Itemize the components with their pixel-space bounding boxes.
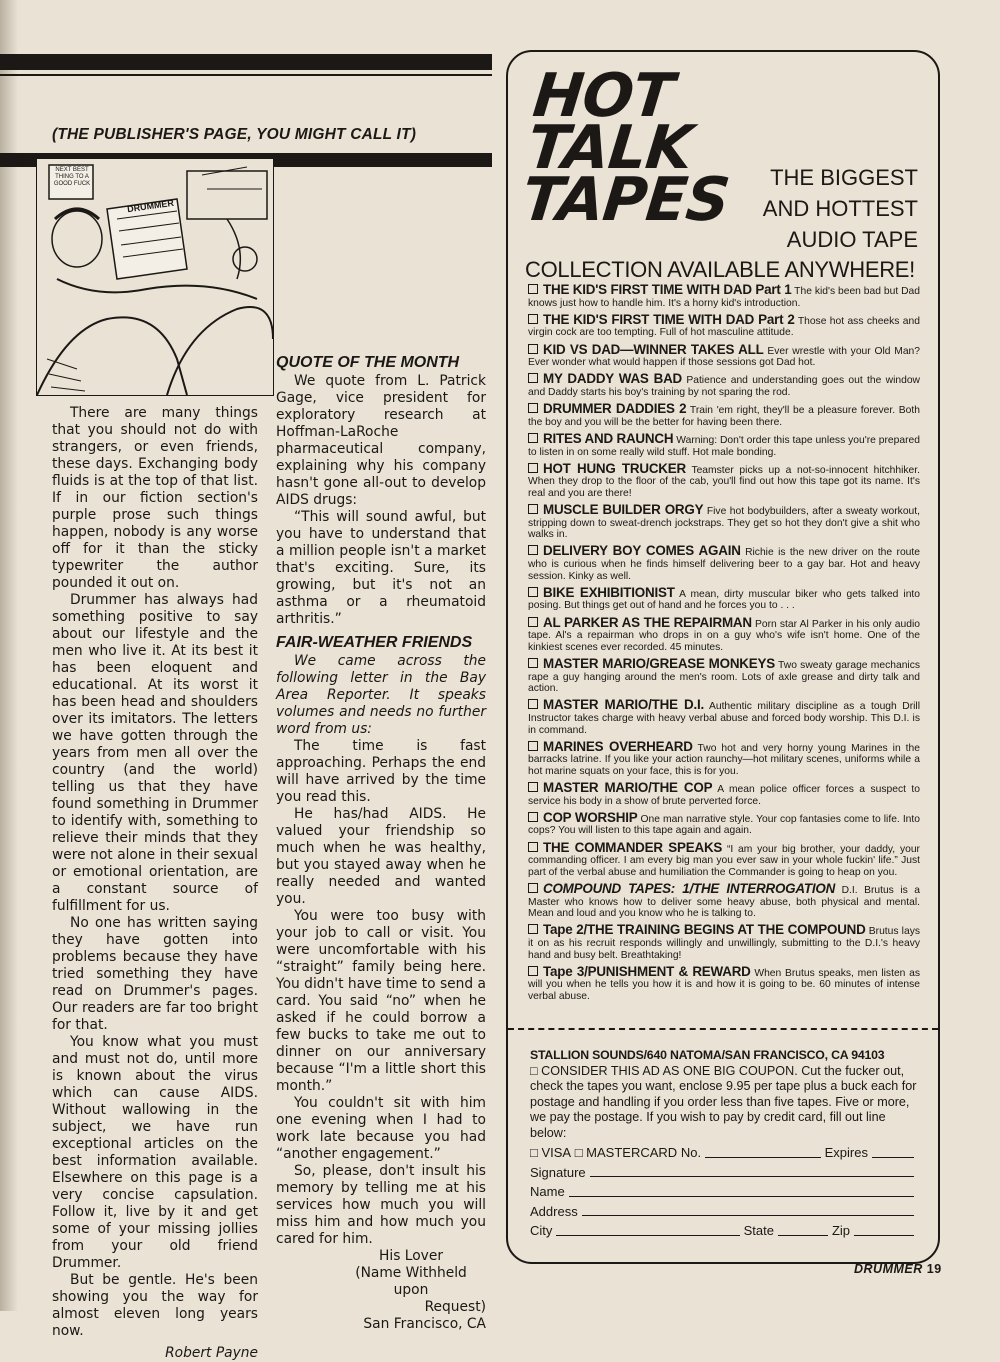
tape-desc: Two sweaty garage mechanics rape a guy hanging around the men's room. Lots of axle grease and dirty talk and action.	[528, 659, 921, 695]
tape-item[interactable]	[528, 504, 920, 541]
tagline-line: AUDIO TAPE	[786, 227, 918, 252]
checkbox[interactable]	[528, 433, 538, 443]
letter-signoff	[276, 1248, 486, 1333]
logo-line: TALK	[524, 113, 696, 183]
tape-desc: The kid's been bad but Dad knows just how to handle him. It's a horny kid's introduction.	[528, 286, 920, 309]
logo-line: HOT	[529, 61, 677, 131]
tape-desc: “I am your big brother, your daddy, your commanding officer. I am every big man you ever saw in your whole fuckin' life.” Just part of the verbal abuse and humiliation the Commander is going to heap on you.	[528, 843, 920, 878]
page-footer	[854, 1262, 942, 1276]
tape-title: Tape 3/PUNISHMENT & REWARD	[543, 963, 751, 979]
tape-desc: Warning: Don't order this tape unless you're prepared to listen in on some really wild stuff. Hot male bonding.	[528, 434, 920, 458]
letter-paragraph: He has/had AIDS. He valued your friendship so much when he was healthy, but you stayed away when he really needed and wanted you.	[276, 806, 486, 907]
zip-label: Zip	[831, 1223, 850, 1238]
tape-item[interactable]	[528, 839, 920, 879]
tape-desc: Ever wrestle with your Old Man? Ever wonder what would happen if those sessions got Dad hot.	[528, 345, 920, 369]
signature-field[interactable]	[590, 1175, 914, 1177]
checkbox[interactable]	[528, 966, 538, 976]
tape-title: MY DADDY WAS BAD	[543, 371, 683, 387]
cartoon-drawing	[37, 159, 273, 395]
letter-paragraph: You were too busy with your job to call or visit. You were uncomfortable with his “straight” family being here. You didn't have time to send a card. You said “no” when he asked if he could borrow a few bucks to take me out to dinner on our anniversary because “I'm a little short this month.”	[276, 908, 486, 1094]
tape-desc: D.I. Brutus is a Master who knows how to deliver some heavy abuse, both physical and mental. Mean and loud and you know who he is talking to.	[528, 885, 920, 920]
top-rule-bar	[0, 54, 492, 70]
tape-desc: Two hot and very horny young Marines in the barracks latrine. If you like your action raunchy—hot military scenes, uniforms while a hot marine squats on your face, this is for you.	[528, 742, 920, 777]
tape-title: THE COMMANDER SPEAKS	[543, 839, 723, 855]
tape-title: DELIVERY BOY COMES AGAIN	[543, 543, 741, 559]
tape-title: HOT HUNG TRUCKER	[543, 460, 686, 476]
hot-talk-tapes-ad	[506, 50, 940, 1264]
middle-column	[276, 354, 486, 1333]
state-field[interactable]	[778, 1234, 828, 1236]
tape-title: BIKE EXHIBITIONIST	[543, 584, 675, 600]
quote-paragraph: “This will sound awful, but you have to understand that a million people isn't a market that's exciting. Sure, its growing, but it's not an asthma or a rheumatoid arthritis.”	[276, 509, 486, 627]
tape-desc: Those hot ass cheeks and virgin cock are too tempting. Full of hot masculine attitude.	[528, 315, 920, 339]
author-signature: Robert Payne	[165, 1345, 258, 1361]
tape-title: DRUMMER DADDIES 2	[543, 401, 687, 417]
tape-title: Tape 2/THE TRAINING BEGINS AT THE COMPOUND	[543, 922, 866, 938]
order-coupon	[530, 1048, 918, 1239]
left-column	[52, 405, 258, 1362]
ad-tagline	[763, 162, 918, 255]
page-number: 19	[926, 1262, 942, 1276]
tape-item[interactable]	[528, 738, 920, 778]
tape-item[interactable]	[528, 655, 921, 695]
tape-desc: Authentic military discipline as a tough Drill Instructor takes charge with heavy verbal abuse and forced body worship. This D.I. is in command.	[528, 701, 920, 736]
tape-item[interactable]	[528, 782, 920, 807]
tape-desc: Five hot bodybuilders, after a sweaty workout, stripping down to sweat-drench jockstraps. They get so hot they don't give a shit who walks in.	[528, 506, 920, 541]
credit-card-line	[530, 1145, 918, 1161]
city-line	[530, 1223, 918, 1239]
tape-title: THE KID'S FIRST TIME WITH DAD Part 1	[543, 282, 792, 297]
tape-desc: One man narrative style. Your cop fantasies come to life. Into cops? You will listen to this tape again and again.	[528, 813, 920, 837]
tape-item[interactable]	[528, 341, 920, 369]
signoff-line: San Francisco, CA	[363, 1316, 486, 1332]
signoff-line: His Lover	[379, 1248, 443, 1264]
tape-title: MASTER MARIO/GREASE MONKEYS	[543, 655, 775, 671]
letter-paragraph: The time is fast approaching. Perhaps the end will have arrived by the time you read this.	[276, 738, 486, 805]
cartoon-sign-text: NEXT BEST THING TO A GOOD FUCK	[53, 167, 91, 187]
expires-field[interactable]	[872, 1156, 914, 1158]
tape-desc: A mean police officer forces a suspect to service his body in a show of brute perverted force.	[528, 784, 920, 807]
name-line	[530, 1184, 918, 1200]
checkbox[interactable]	[528, 373, 538, 383]
friends-heading: FAIR-WEATHER FRIENDS	[276, 634, 473, 651]
tape-desc: Patience and understanding goes out the window and Daddy starts his boy's training by not sparing the rod.	[528, 375, 920, 398]
tape-desc: Teamster picks up a not-so-innocent hitchhiker. When they drop to the floor of the cab, you'll find out how this tape got its name. It's real and you are there!	[528, 464, 920, 499]
tape-title: KID VS DAD—WINNER TAKES ALL	[543, 341, 764, 357]
signoff-line: Request)	[424, 1299, 486, 1315]
tape-item[interactable]	[528, 883, 920, 920]
ad-logo	[518, 61, 742, 235]
tape-desc: Train 'em right, they'll be a pleasure forever. Both the boy and you will be the better for having been there.	[528, 405, 920, 428]
checkbox[interactable]	[528, 699, 538, 709]
tape-item[interactable]	[528, 373, 920, 398]
left-paragraph: But be gentle. He's been showing you the way for almost eleven long years now.	[52, 1272, 258, 1339]
checkbox[interactable]	[528, 463, 538, 473]
tape-title: COMPOUND TAPES: 1/THE INTERROGATION	[543, 881, 836, 897]
top-rule-thin	[0, 74, 492, 76]
expires-label: Expires	[824, 1145, 868, 1160]
tape-item[interactable]	[528, 963, 920, 1003]
signature-line	[530, 1165, 918, 1181]
left-paragraph: There are many things that you should not do with strangers, or even friends, these days. Exchanging body fluids is at the top of that list. If in our fiction section's purple prose such things happen, nobody is any worse off for it than the sticky typewriter the author pounded it out on.	[52, 405, 258, 591]
ad-collection-headline: COLLECTION AVAILABLE ANYWHERE!	[525, 257, 915, 282]
state-label: State	[743, 1223, 774, 1238]
tape-desc: A mean, dirty muscular biker who gets talked into posing. But things get out of hand and he forces you to . . .	[528, 588, 921, 612]
tape-item[interactable]	[528, 699, 920, 736]
zip-field[interactable]	[854, 1234, 914, 1236]
tape-desc: Porn star Al Parker in his only audio tape. Al's a repairman who drops in on a guy who's wife isn't home. One of the kinkiest scenes ever recorded. 45 minutes.	[528, 618, 920, 653]
visa-option[interactable]: □ VISA	[530, 1145, 572, 1160]
checkbox[interactable]	[528, 284, 538, 294]
checkbox[interactable]	[528, 924, 538, 934]
signature-label: Signature	[530, 1164, 586, 1180]
tagline-line: AND HOTTEST	[762, 196, 918, 221]
checkbox[interactable]	[528, 314, 538, 324]
letter-paragraph: So, please, don't insult his memory by telling me at his services how much you will miss him and how much you cared for him.	[276, 1163, 486, 1247]
tape-list	[528, 284, 920, 1007]
tape-item[interactable]	[528, 809, 920, 837]
friends-intro: We came across the following letter in the Bay Area Reporter. It speaks volumes and needs no further word from us:	[276, 653, 486, 737]
tape-desc: Brutus lays it on as his recruit responds willingly and unwillingly, submitting to the D.I.'s heavy hand and busy belt. Breathtaking!	[528, 926, 920, 961]
tape-item[interactable]	[528, 584, 921, 612]
tape-title: THE KID'S FIRST TIME WITH DAD Part 2	[543, 311, 795, 327]
city-field[interactable]	[556, 1234, 739, 1236]
card-number-field[interactable]	[705, 1156, 821, 1158]
left-paragraph: You know what you must and must not do, until more is known about the virus which can cause AIDS. Without wallowing in the subject, we have run exceptional articles on the best information available. Elsewhere on this page is a very concise capsulation. Follow it, live by it and get some of your missing jollies from your old friend Drummer.	[52, 1034, 258, 1271]
quote-paragraph: We quote from L. Patrick Gage, vice president for exploratory research at Hoffman-LaRoche pharmaceutical company, explaining why his company hasn't gone all-out to develop AIDS drugs:	[276, 373, 486, 508]
name-field[interactable]	[569, 1195, 914, 1197]
coupon-cut-line	[508, 1028, 938, 1030]
tape-title: MASTER MARIO/THE COP	[543, 780, 713, 796]
tape-item[interactable]	[528, 460, 920, 500]
checkbox[interactable]	[528, 812, 538, 822]
publisher-page-title: (THE PUBLISHER'S PAGE, YOU MIGHT CALL IT)	[52, 126, 417, 143]
checkbox[interactable]	[528, 782, 538, 792]
tape-title: MARINES OVERHEARD	[543, 738, 693, 754]
letter-paragraph: You couldn't sit with him one evening when I had to work late because you had “another engagement.”	[276, 1095, 486, 1162]
tape-item[interactable]	[528, 545, 920, 582]
tape-title: RITES AND RAUNCH	[543, 430, 674, 446]
tape-title: MASTER MARIO/THE D.I.	[543, 697, 705, 713]
checkbox[interactable]	[528, 617, 538, 627]
tape-title: AL PARKER AS THE REPAIRMAN	[543, 614, 752, 630]
tape-item[interactable]	[528, 430, 920, 458]
tagline-line: THE BIGGEST	[770, 165, 918, 190]
page-edge-shadow	[0, 0, 18, 1311]
quote-heading: QUOTE OF THE MONTH	[276, 354, 460, 371]
city-label: City	[530, 1223, 553, 1238]
checkbox[interactable]	[528, 504, 538, 514]
tape-item[interactable]	[528, 311, 920, 339]
tape-item[interactable]	[528, 284, 920, 309]
tape-item[interactable]	[528, 614, 920, 654]
cartoon-illustration	[36, 158, 274, 396]
tape-item[interactable]	[528, 403, 920, 428]
mail-address: STALLION SOUNDS/640 NATOMA/SAN FRANCISCO, CA 94103	[530, 1048, 885, 1062]
signoff-line: (Name Withheld upon	[355, 1265, 467, 1298]
left-paragraph: Drummer has always had something positive to say about our lifestyle and the men who live it. At its best it has been eloquent and educational. At its worst it has been head and shoulders over its imitators. The letters we have gotten through the years from men all over the country (and the world) telling us that they have found something in Drummer to identify with, something to relieve their minds that they were not alone in their sexual or emotional orientation, are a constant source of fulfillment for us.	[52, 592, 258, 914]
checkbox[interactable]	[528, 741, 538, 751]
tape-item[interactable]	[528, 924, 920, 961]
checkbox[interactable]	[528, 883, 538, 893]
address-line	[530, 1204, 918, 1220]
mastercard-option[interactable]: □ MASTERCARD	[574, 1145, 678, 1160]
address-field[interactable]	[582, 1214, 914, 1216]
checkbox[interactable]	[528, 545, 538, 555]
tape-title: COP WORSHIP	[543, 809, 638, 825]
tape-desc: When Brutus speaks, men listen as will you when he tells you how it is and how it is going to be. 60 minutes of intense verbal abuse.	[528, 967, 920, 1002]
tape-desc: Richie is the new driver on the route who is curious when he finds himself delivering beer to a gay bar. Hot and heavy session. Kinky as well.	[528, 547, 920, 582]
logo-line: TAPES	[518, 165, 733, 235]
checkbox[interactable]	[528, 842, 538, 852]
coupon-instructions: □ CONSIDER THIS AD AS ONE BIG COUPON. Cut the fucker out, check the tapes you want, enclose 9.95 per tape plus a buck each for postage and handling if you order less than five tapes. Five or more, we pay the postage. If you wish to pay by credit card, fill out line below:	[530, 1063, 917, 1140]
name-label: Name	[530, 1184, 565, 1199]
tape-title: MUSCLE BUILDER ORGY	[543, 502, 704, 518]
cartoon-magazine-title: DRUMMER	[126, 197, 175, 215]
checkbox[interactable]	[528, 658, 538, 668]
checkbox[interactable]	[528, 587, 538, 597]
left-paragraph: No one has written saying they have gotten into problems because they have tried something they have read on Drummer's pages. Our readers are far too bright for that.	[52, 915, 258, 1033]
footer-magazine: DRUMMER	[854, 1262, 923, 1276]
checkbox[interactable]	[528, 344, 538, 354]
address-label: Address	[530, 1203, 578, 1219]
checkbox[interactable]	[528, 403, 538, 413]
card-number-label: No.	[680, 1145, 702, 1160]
